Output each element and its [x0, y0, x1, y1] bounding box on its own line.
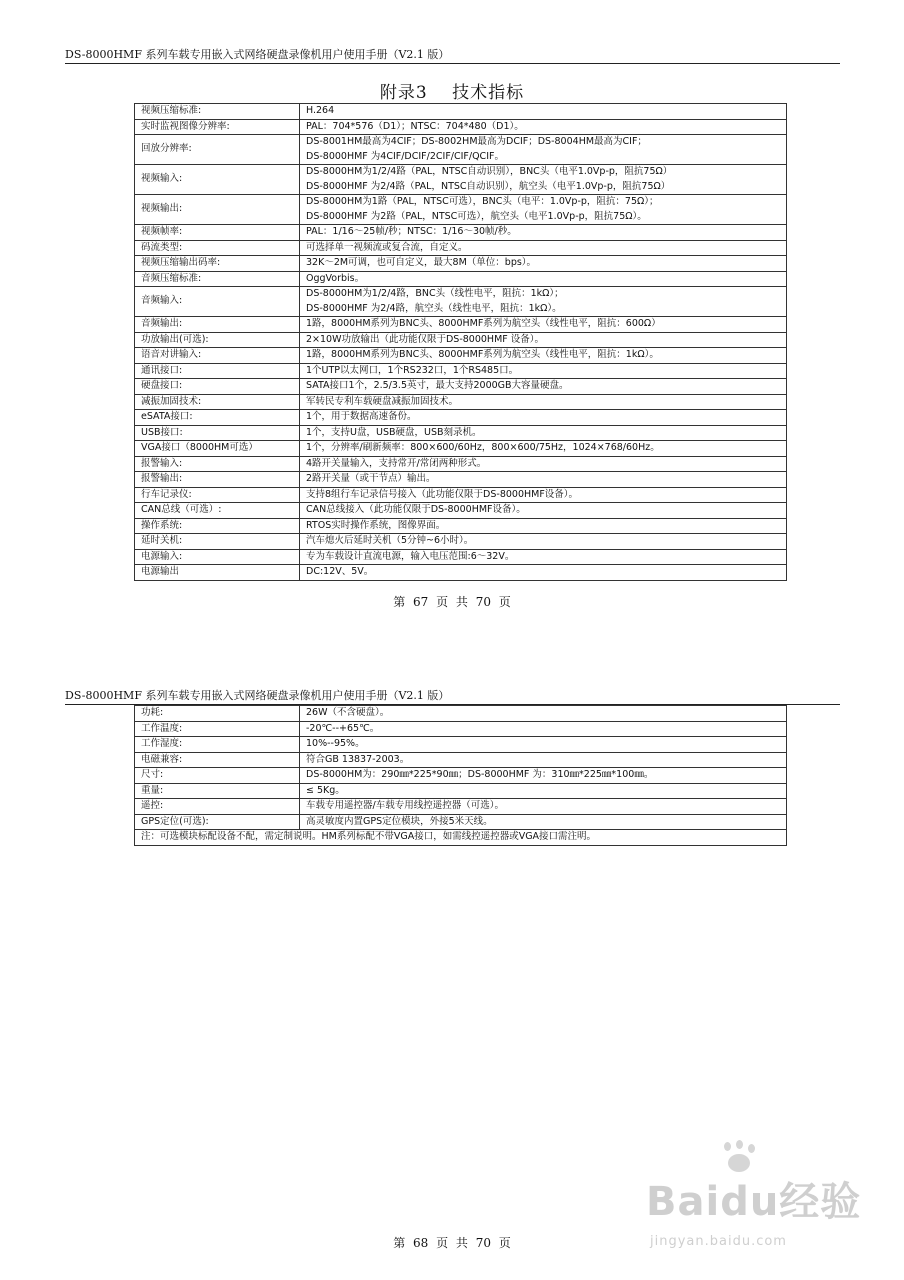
table-row: [135, 195, 787, 225]
spec-value: [300, 256, 787, 272]
spec-value-line: SATA接口1个，2.5/3.5英寸，最大支持2000GB大容量硬盘。: [306, 380, 569, 391]
table-row: [135, 135, 787, 165]
spec-table-page1: [134, 103, 787, 581]
spec-value-line: DS-8000HMF 为4CIF/DCIF/2CIF/CIF/QCIF。: [306, 150, 504, 162]
spec-value-line: PAL：1/16～25帧/秒；NTSC：1/16～30帧/秒。: [306, 226, 517, 237]
appendix-title: 附录3 技术指标: [379, 83, 525, 103]
spec-value: [300, 534, 787, 550]
spec-value: [300, 104, 787, 120]
table-row: [135, 799, 787, 815]
spec-value-line: DS-8000HMF 为2/4路（PAL，NTSC自动识别），航空头（电平1.0Vp-p，阻抗75Ω）: [306, 180, 671, 192]
spec-value: [300, 783, 787, 799]
spec-value: [300, 225, 787, 241]
spec-value-line: 26W（不含硬盘）。: [306, 707, 390, 718]
watermark-url: jingyan.baidu.com: [650, 1234, 787, 1249]
table-row: [135, 441, 787, 457]
spec-value: [300, 721, 787, 737]
spec-value: [300, 410, 787, 426]
spec-value-line: 符合GB 13837-2003。: [306, 753, 410, 765]
spec-value-line: H.264: [306, 105, 335, 116]
table-row: [135, 425, 787, 441]
page1-header-rule: [65, 63, 840, 64]
spec-value: [300, 503, 787, 519]
page1-header: DS-8000HMF 系列车载专用嵌入式网络硬盘录像机用户使用手册（V2.1 版）: [65, 48, 450, 61]
spec-value-line: DS-8000HM为1/2/4路（PAL，NTSC自动识别），BNC头（电平1.0Vp-p，阻抗75Ω）: [306, 166, 673, 177]
spec-label: 音频输出:: [135, 317, 300, 333]
spec-value-line: 32K～2M可调，也可自定义，最大8M（单位：bps）。: [306, 257, 537, 268]
spec-label: 视频输入:: [135, 165, 300, 195]
spec-label: 电磁兼容:: [135, 752, 300, 768]
spec-value: [300, 425, 787, 441]
table-note-row: [135, 830, 787, 846]
spec-label: 报警输出:: [135, 472, 300, 488]
spec-label: 视频帧率:: [135, 225, 300, 241]
table-row: [135, 256, 787, 272]
spec-value: [300, 799, 787, 815]
spec-label: 视频压缩标准:: [135, 104, 300, 120]
table-row: [135, 472, 787, 488]
page1-footer: 第 67 页 共 70 页: [393, 595, 511, 609]
table-row: [135, 165, 787, 195]
spec-value-line: DS-8000HM为1/2/4路，BNC头（线性电平，阻抗：1kΩ）；: [306, 288, 564, 299]
spec-value-line: 1个UTP以太网口，1个RS232口，1个RS485口。: [306, 364, 519, 376]
spec-value-line: DC:12V、5V。: [306, 566, 374, 577]
spec-value: [300, 394, 787, 410]
watermark-logo-text: Baidu经验: [646, 1179, 862, 1225]
spec-value-line: 10%--95%。: [306, 738, 365, 749]
spec-label: 尺寸:: [135, 768, 300, 784]
spec-value-line: 车载专用遥控器/车载专用线控遥控器（可选）。: [306, 800, 504, 811]
table-row: [135, 534, 787, 550]
spec-label: 实时监视图像分辨率:: [135, 119, 300, 135]
spec-label: 工作湿度:: [135, 737, 300, 753]
spec-value: [300, 472, 787, 488]
table-row: [135, 814, 787, 830]
spec-value-line: DS-8000HMF 为2/4路，航空头（线性电平，阻抗：1kΩ）。: [306, 302, 562, 314]
table-row: [135, 752, 787, 768]
table-row: [135, 240, 787, 256]
spec-value-line: 2路开关量（或干节点）输出。: [306, 473, 436, 484]
spec-value-line: 军转民专利车载硬盘减振加固技术。: [306, 395, 459, 407]
table-row: [135, 119, 787, 135]
spec-label: 通讯接口:: [135, 363, 300, 379]
spec-value-line: 1路，8000HM系列为BNC头、8000HMF系列为航空头（线性电平，阻抗：1kΩ）。: [306, 349, 659, 360]
spec-value-line: DS-8000HMF 为2路（PAL，NTSC可选），航空头（电平1.0Vp-p，阻抗75Ω）。: [306, 210, 647, 222]
spec-label: 工作温度:: [135, 721, 300, 737]
spec-label: 重量:: [135, 783, 300, 799]
spec-label: 减振加固技术:: [135, 394, 300, 410]
spec-value-line: DS-8000HM为：290㎜*225*90㎜；DS-8000HMF 为：310㎜*225㎜*100㎜。: [306, 769, 654, 780]
spec-label: VGA接口（8000HM可选）: [135, 441, 300, 457]
spec-value-line: ≤ 5Kg。: [306, 784, 345, 796]
page2-footer: 第 68 页 共 70 页: [393, 1236, 511, 1250]
spec-label: eSATA接口:: [135, 410, 300, 426]
table-row: [135, 363, 787, 379]
table-row: [135, 348, 787, 364]
table-row: [135, 487, 787, 503]
spec-value: [300, 549, 787, 565]
spec-value: [300, 317, 787, 333]
spec-label: 报警输入:: [135, 456, 300, 472]
spec-value-line: 1个，用于数据高速备份。: [306, 411, 417, 422]
spec-value: [300, 768, 787, 784]
spec-value-line: CAN总线接入（此功能仅限于DS-8000HMF设备）。: [306, 504, 526, 515]
spec-value: [300, 487, 787, 503]
spec-label: 功放输出(可选):: [135, 332, 300, 348]
table-row: [135, 317, 787, 333]
spec-value: [300, 271, 787, 287]
spec-value-line: 支持8组行车记录信号接入（此功能仅限于DS-8000HMF设备）。: [306, 488, 579, 500]
spec-value: [300, 565, 787, 581]
table-row: [135, 783, 787, 799]
spec-label: USB接口:: [135, 425, 300, 441]
table-row: [135, 225, 787, 241]
table-row: [135, 565, 787, 581]
table-row: [135, 737, 787, 753]
spec-value-line: 汽车熄火后延时关机（5分钟~6小时）。: [306, 535, 474, 546]
table-row: [135, 456, 787, 472]
table-row: [135, 503, 787, 519]
table-row: [135, 271, 787, 287]
spec-value: [300, 379, 787, 395]
spec-value: [300, 456, 787, 472]
spec-label: 操作系统:: [135, 518, 300, 534]
spec-value: [300, 518, 787, 534]
page2-header: DS-8000HMF 系列车载专用嵌入式网络硬盘录像机用户使用手册（V2.1 版）: [65, 689, 450, 702]
spec-value-line: RTOS实时操作系统，图像界面。: [306, 519, 446, 531]
table-row: [135, 104, 787, 120]
table-row: [135, 287, 787, 317]
spec-label: 音频输入:: [135, 287, 300, 317]
spec-value: [300, 348, 787, 364]
spec-value: [300, 287, 787, 317]
spec-value: [300, 441, 787, 457]
spec-label: 语音对讲输入:: [135, 348, 300, 364]
spec-value-line: PAL：704*576（D1）；NTSC：704*480（D1）。: [306, 120, 524, 132]
table-row: [135, 549, 787, 565]
spec-value-line: 1路，8000HM系列为BNC头、8000HMF系列为航空头（线性电平，阻抗：600Ω）: [306, 318, 661, 329]
spec-value-line: OggVorbis。: [306, 272, 365, 284]
table-row: [135, 379, 787, 395]
spec-value-line: 2×10W功放输出（此功能仅限于DS-8000HMF 设备）。: [306, 333, 545, 345]
spec-value: [300, 165, 787, 195]
table-row: [135, 332, 787, 348]
table-row: [135, 410, 787, 426]
spec-value-line: 可选择单一视频流或复合流，自定义。: [306, 241, 468, 253]
spec-label: 硬盘接口:: [135, 379, 300, 395]
table-row: [135, 518, 787, 534]
spec-label: 视频输出:: [135, 195, 300, 225]
spec-value-line: 专为车载设计直流电源，输入电压范围:6～32V。: [306, 550, 515, 562]
table-row: [135, 768, 787, 784]
spec-value: [300, 752, 787, 768]
spec-label: 电源输出: [135, 565, 300, 581]
spec-value-line: 高灵敏度内置GPS定位模块，外接5米天线。: [306, 815, 493, 827]
spec-value: [300, 240, 787, 256]
spec-value: [300, 135, 787, 165]
spec-label: 码流类型:: [135, 240, 300, 256]
spec-value: [300, 814, 787, 830]
spec-label: 视频压缩输出码率:: [135, 256, 300, 272]
table-row: [135, 394, 787, 410]
spec-value: [300, 737, 787, 753]
spec-label: 行车记录仪:: [135, 487, 300, 503]
table-note: 注：可选模块标配设备不配，需定制说明。HM系列标配不带VGA接口，如需线控遥控器或VGA接口需注明。: [135, 830, 787, 846]
spec-value: [300, 195, 787, 225]
baidu-watermark: [640, 1140, 900, 1280]
spec-label: 电源输入:: [135, 549, 300, 565]
spec-value-line: 4路开关量输入，支持常开/常闭两种形式。: [306, 457, 487, 469]
spec-label: 回放分辨率:: [135, 135, 300, 165]
spec-label: GPS定位(可选):: [135, 814, 300, 830]
spec-value: [300, 363, 787, 379]
spec-label: CAN总线（可选）:: [135, 503, 300, 519]
spec-value-line: -20℃--+65℃。: [306, 722, 380, 734]
spec-value-line: DS-8000HM为1路（PAL，NTSC可选），BNC头（电平：1.0Vp-p，阻抗：75Ω）；: [306, 196, 659, 207]
spec-label: 延时关机:: [135, 534, 300, 550]
spec-value: [300, 706, 787, 722]
table-row: [135, 706, 787, 722]
spec-value: [300, 119, 787, 135]
spec-label: 音频压缩标准:: [135, 271, 300, 287]
spec-value-line: DS-8001HM最高为4CIF；DS-8002HM最高为DCIF；DS-8004HM最高为CIF；: [306, 136, 647, 147]
spec-value: [300, 332, 787, 348]
spec-table-page2: [134, 705, 787, 846]
table-row: [135, 721, 787, 737]
spec-label: 遥控:: [135, 799, 300, 815]
spec-value-line: 1个，支持U盘，USB硬盘，USB刻录机。: [306, 426, 482, 438]
spec-label: 功耗:: [135, 706, 300, 722]
spec-value-line: 1个，分辨率/刷新频率：800×600/60Hz，800×600/75Hz，1024×768/60Hz。: [306, 442, 660, 453]
